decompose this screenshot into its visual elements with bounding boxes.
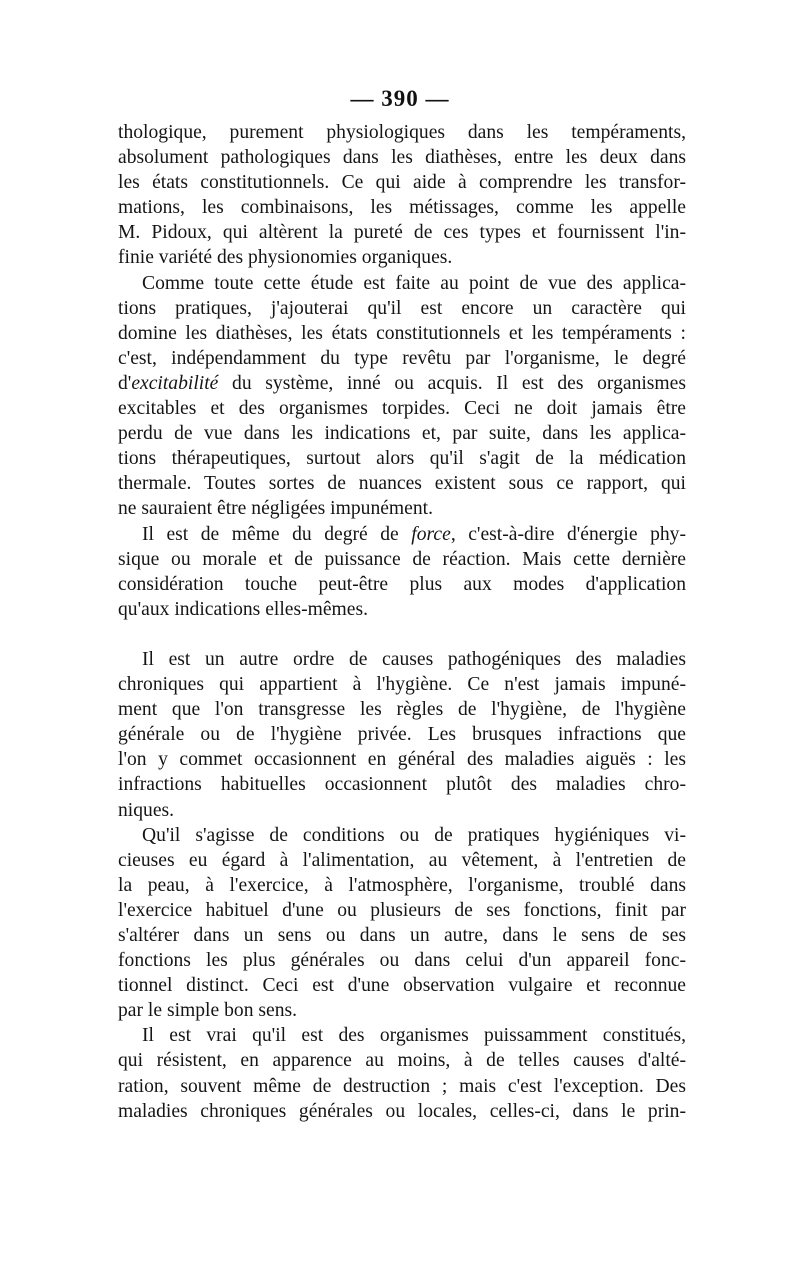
text-line: M. Pidoux, qui altèrent la pureté de ces types et fournissent l'in- xyxy=(118,222,686,244)
text-line: qu'aux indications elles-mêmes. xyxy=(118,598,369,620)
paragraph-5 xyxy=(118,823,686,1024)
text-line: d'excitabilité du système, inné ou acquis. Il est des organismes xyxy=(118,372,686,394)
text-line: domine les diathèses, les états constitutionnels et les tempéraments : xyxy=(118,322,686,344)
text-line: chroniques qui appartient à l'hygiène. Ce n'est jamais impuné- xyxy=(118,674,686,696)
paragraph-3 xyxy=(118,522,686,622)
text-line: qui résistent, en apparence au moins, à de telles causes d'alté- xyxy=(118,1050,686,1072)
body-text xyxy=(118,120,686,1124)
text-line: finie variété des physionomies organiques. xyxy=(118,247,453,269)
text-line: Qu'il s'agisse de conditions ou de pratiques hygiéniques vi- xyxy=(142,824,686,846)
text-line: c'est, indépendamment du type revêtu par l'organisme, le degré xyxy=(118,347,686,369)
text-line: par le simple bon sens. xyxy=(118,1000,298,1022)
text-line: Comme toute cette étude est faite au point de vue des applica- xyxy=(142,272,686,294)
text-line: Il est vrai qu'il est des organismes puissamment constitués, xyxy=(142,1025,686,1047)
paragraph-2 xyxy=(118,271,686,522)
text-line: maladies chroniques générales ou locales, celles-ci, dans le prin- xyxy=(118,1100,686,1122)
text-line: thologique, purement physiologiques dans les tempéraments, xyxy=(118,122,686,143)
text-line: niques. xyxy=(118,799,175,821)
text-line: thermale. Toutes sortes de nuances existent sous ce rapport, qui xyxy=(118,473,686,495)
text-line: sique ou morale et de puissance de réaction. Mais cette dernière xyxy=(118,548,686,570)
text-line: ration, souvent même de destruction ; mais c'est l'exception. Des xyxy=(118,1075,686,1097)
text-line: tionnel distinct. Ceci est d'une observation vulgaire et reconnue xyxy=(118,975,686,997)
text-line: générale ou de l'hygiène privée. Les brusques infractions que xyxy=(118,724,686,746)
text-line: s'altérer dans un sens ou dans un autre, dans le sens de ses xyxy=(118,925,686,946)
text-line: cieuses eu égard à l'alimentation, au vêtement, à l'entretien de xyxy=(118,849,686,871)
text-line: Il est de même du degré de force, c'est-à-dire d'énergie phy- xyxy=(142,523,686,545)
text-line: Il est un autre ordre de causes pathogéniques des maladies xyxy=(142,648,686,670)
text-line: infractions habituelles occasionnent plutôt des maladies chro- xyxy=(118,774,686,796)
text-line: ne sauraient être négligées impunément. xyxy=(118,498,434,520)
text-line: l'on y commet occasionnent en général des maladies aiguës : les xyxy=(118,749,686,771)
paragraph-1 xyxy=(118,120,686,271)
paragraph-gap xyxy=(118,622,686,647)
text-line: mations, les combinaisons, les métissages, comme les appelle xyxy=(118,197,686,219)
text-line: absolument pathologiques dans les diathèses, entre les deux dans xyxy=(118,147,686,169)
text-line: l'exercice habituel d'une ou plusieurs de ses fonctions, finit par xyxy=(118,899,686,921)
text-line: excitables et des organismes torpides. Ceci ne doit jamais être xyxy=(118,398,686,420)
paragraph-4 xyxy=(118,647,686,823)
text-line: tions thérapeutiques, surtout alors qu'il s'agit de la médication xyxy=(118,448,686,470)
page-number: — 390 — xyxy=(350,86,450,111)
emphasis-text: excitabilité xyxy=(131,372,219,394)
text-line: considération touche peut-être plus aux modes d'application xyxy=(118,573,686,595)
text-line: les états constitutionnels. Ce qui aide à comprendre les transfor- xyxy=(118,172,686,194)
text-line: ment que l'on transgresse les règles de l'hygiène, de l'hygiène xyxy=(118,699,686,721)
emphasis-text: force xyxy=(411,523,451,545)
text-line: la peau, à l'exercice, à l'atmosphère, l'organisme, troublé dans xyxy=(118,874,686,896)
text-line: fonctions les plus générales ou dans celui d'un appareil fonc- xyxy=(118,950,686,972)
text-line: tions pratiques, j'ajouterai qu'il est encore un caractère qui xyxy=(118,297,686,319)
paragraph-6 xyxy=(118,1023,686,1123)
text-line: perdu de vue dans les indications et, par suite, dans les applica- xyxy=(118,423,686,445)
